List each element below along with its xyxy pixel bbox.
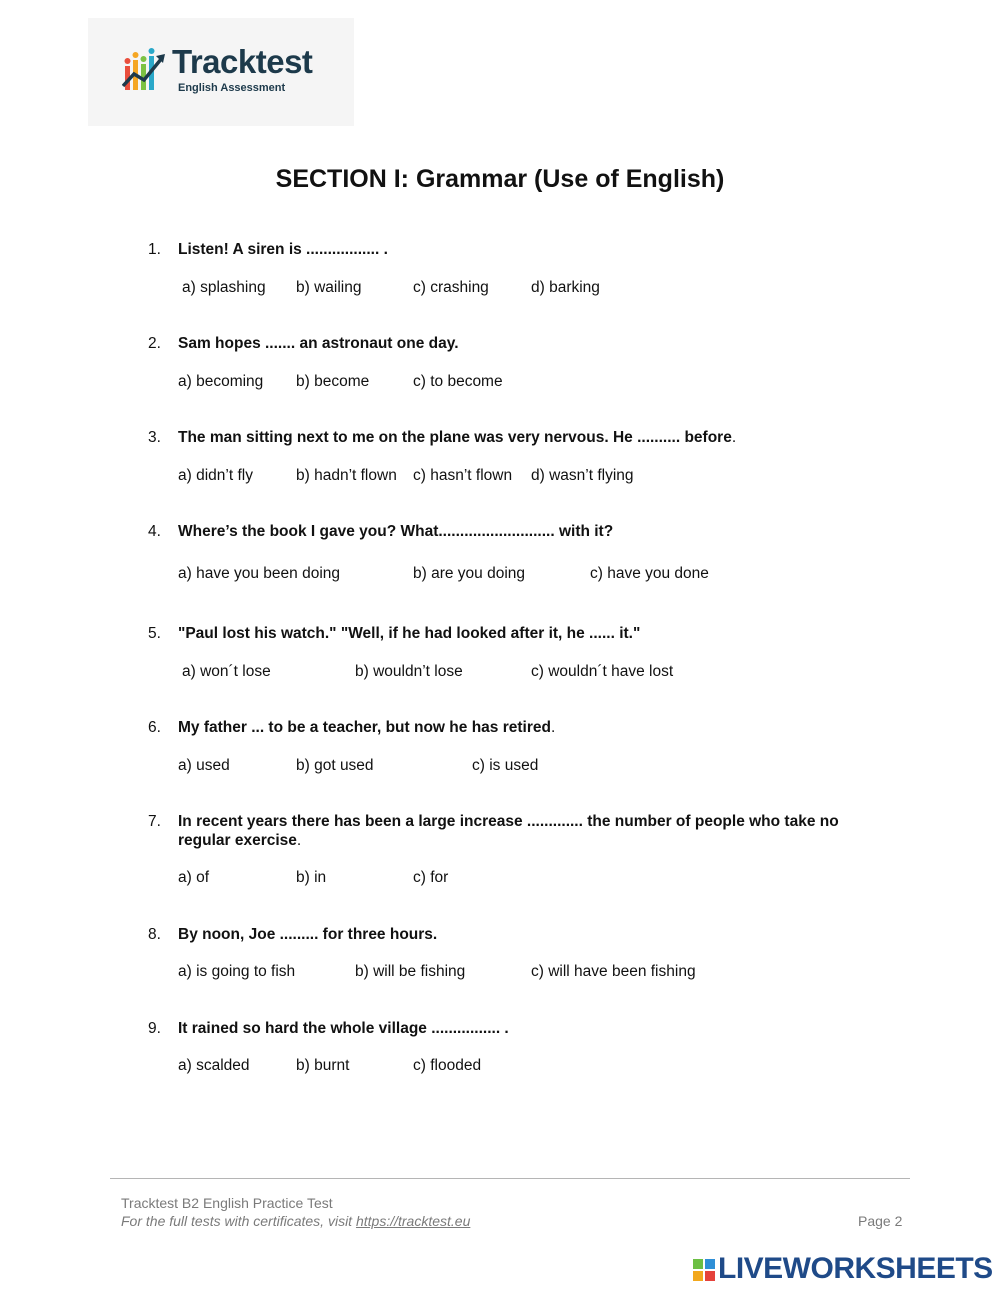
answer-option-a[interactable]: a) is going to fish [178,963,296,980]
answer-option-b[interactable]: b) wouldn’t lose [355,663,463,680]
answer-option-b[interactable]: b) in [296,869,327,886]
footer-divider [110,1178,910,1179]
question-stem: Listen! A siren is ................. . [178,241,388,258]
footer-visit-text: For the full tests with certificates, visit https://tracktest.eu [121,1213,471,1229]
answer-option-b[interactable]: b) wailing [296,279,362,296]
answer-option-a[interactable]: a) won´t lose [182,663,271,680]
question-number: 1. [148,241,161,258]
answer-option-c[interactable]: c) have you done [590,565,709,582]
question-number: 2. [148,335,161,352]
question-number: 4. [148,523,161,540]
answer-option-a[interactable]: a) didn’t fly [178,467,253,484]
answer-option-c[interactable]: c) to become [413,373,503,390]
question-number: 9. [148,1020,161,1037]
question-stem: "Paul lost his watch." "Well, if he had looked after it, he ...... it." [178,625,641,642]
question-number: 3. [148,429,161,446]
answer-option-a[interactable]: a) splashing [182,279,266,296]
tracktest-logo-icon [122,46,166,92]
answer-option-c[interactable]: c) for [413,869,449,886]
answer-option-b[interactable]: b) become [296,373,370,390]
answer-option-a[interactable]: a) becoming [178,373,264,390]
footer-title: Tracktest B2 English Practice Test [121,1195,333,1211]
answer-option-c[interactable]: c) wouldn´t have lost [531,663,674,680]
question-stem: Where’s the book I gave you? What........................... with it? [178,523,614,540]
answer-option-a[interactable]: a) have you been doing [178,565,341,582]
answer-option-b[interactable]: b) are you doing [413,565,526,582]
answer-option-d[interactable]: d) barking [531,279,600,296]
answer-option-d[interactable]: d) wasn’t flying [531,467,634,484]
question-number: 8. [148,926,161,943]
question-stem: Sam hopes ....... an astronaut one day. [178,335,459,352]
question-stem: By noon, Joe ......... for three hours. [178,926,438,943]
question-number: 6. [148,719,161,736]
answer-option-a[interactable]: a) of [178,869,210,886]
liveworksheets-watermark: LIVEWORKSHEETS [718,1252,993,1285]
answer-option-c[interactable]: c) crashing [413,279,489,296]
question-stem: In recent years there has been a large increase ............. the number of people who take no regular exercise. [178,813,839,849]
answer-option-a[interactable]: a) used [178,757,230,774]
answer-option-b[interactable]: b) will be fishing [355,963,466,980]
answer-option-c[interactable]: c) is used [472,757,539,774]
answer-option-c[interactable]: c) hasn’t flown [413,467,513,484]
answer-option-b[interactable]: b) got used [296,757,374,774]
question-number: 7. [148,813,161,830]
answer-option-c[interactable]: c) will have been fishing [531,963,696,980]
page-number: Page 2 [858,1213,903,1229]
footer-link[interactable]: https://tracktest.eu [355,1213,471,1229]
answer-option-a[interactable]: a) scalded [178,1057,250,1074]
logo-subtitle: English Assessment [178,82,286,94]
section-title: SECTION I: Grammar (Use of English) [275,165,725,193]
answer-option-b[interactable]: b) hadn’t flown [296,467,397,484]
liveworksheets-logo-icon [693,1259,715,1281]
logo-title: Tracktest [172,43,313,80]
question-stem: My father ... to be a teacher, but now he has retired. [178,719,556,736]
question-number: 5. [148,625,161,642]
answer-option-c[interactable]: c) flooded [413,1057,482,1074]
question-stem: The man sitting next to me on the plane was very nervous. He .......... before. [178,429,737,446]
question-stem: It rained so hard the whole village ................ . [178,1020,509,1037]
answer-option-b[interactable]: b) burnt [296,1057,350,1074]
